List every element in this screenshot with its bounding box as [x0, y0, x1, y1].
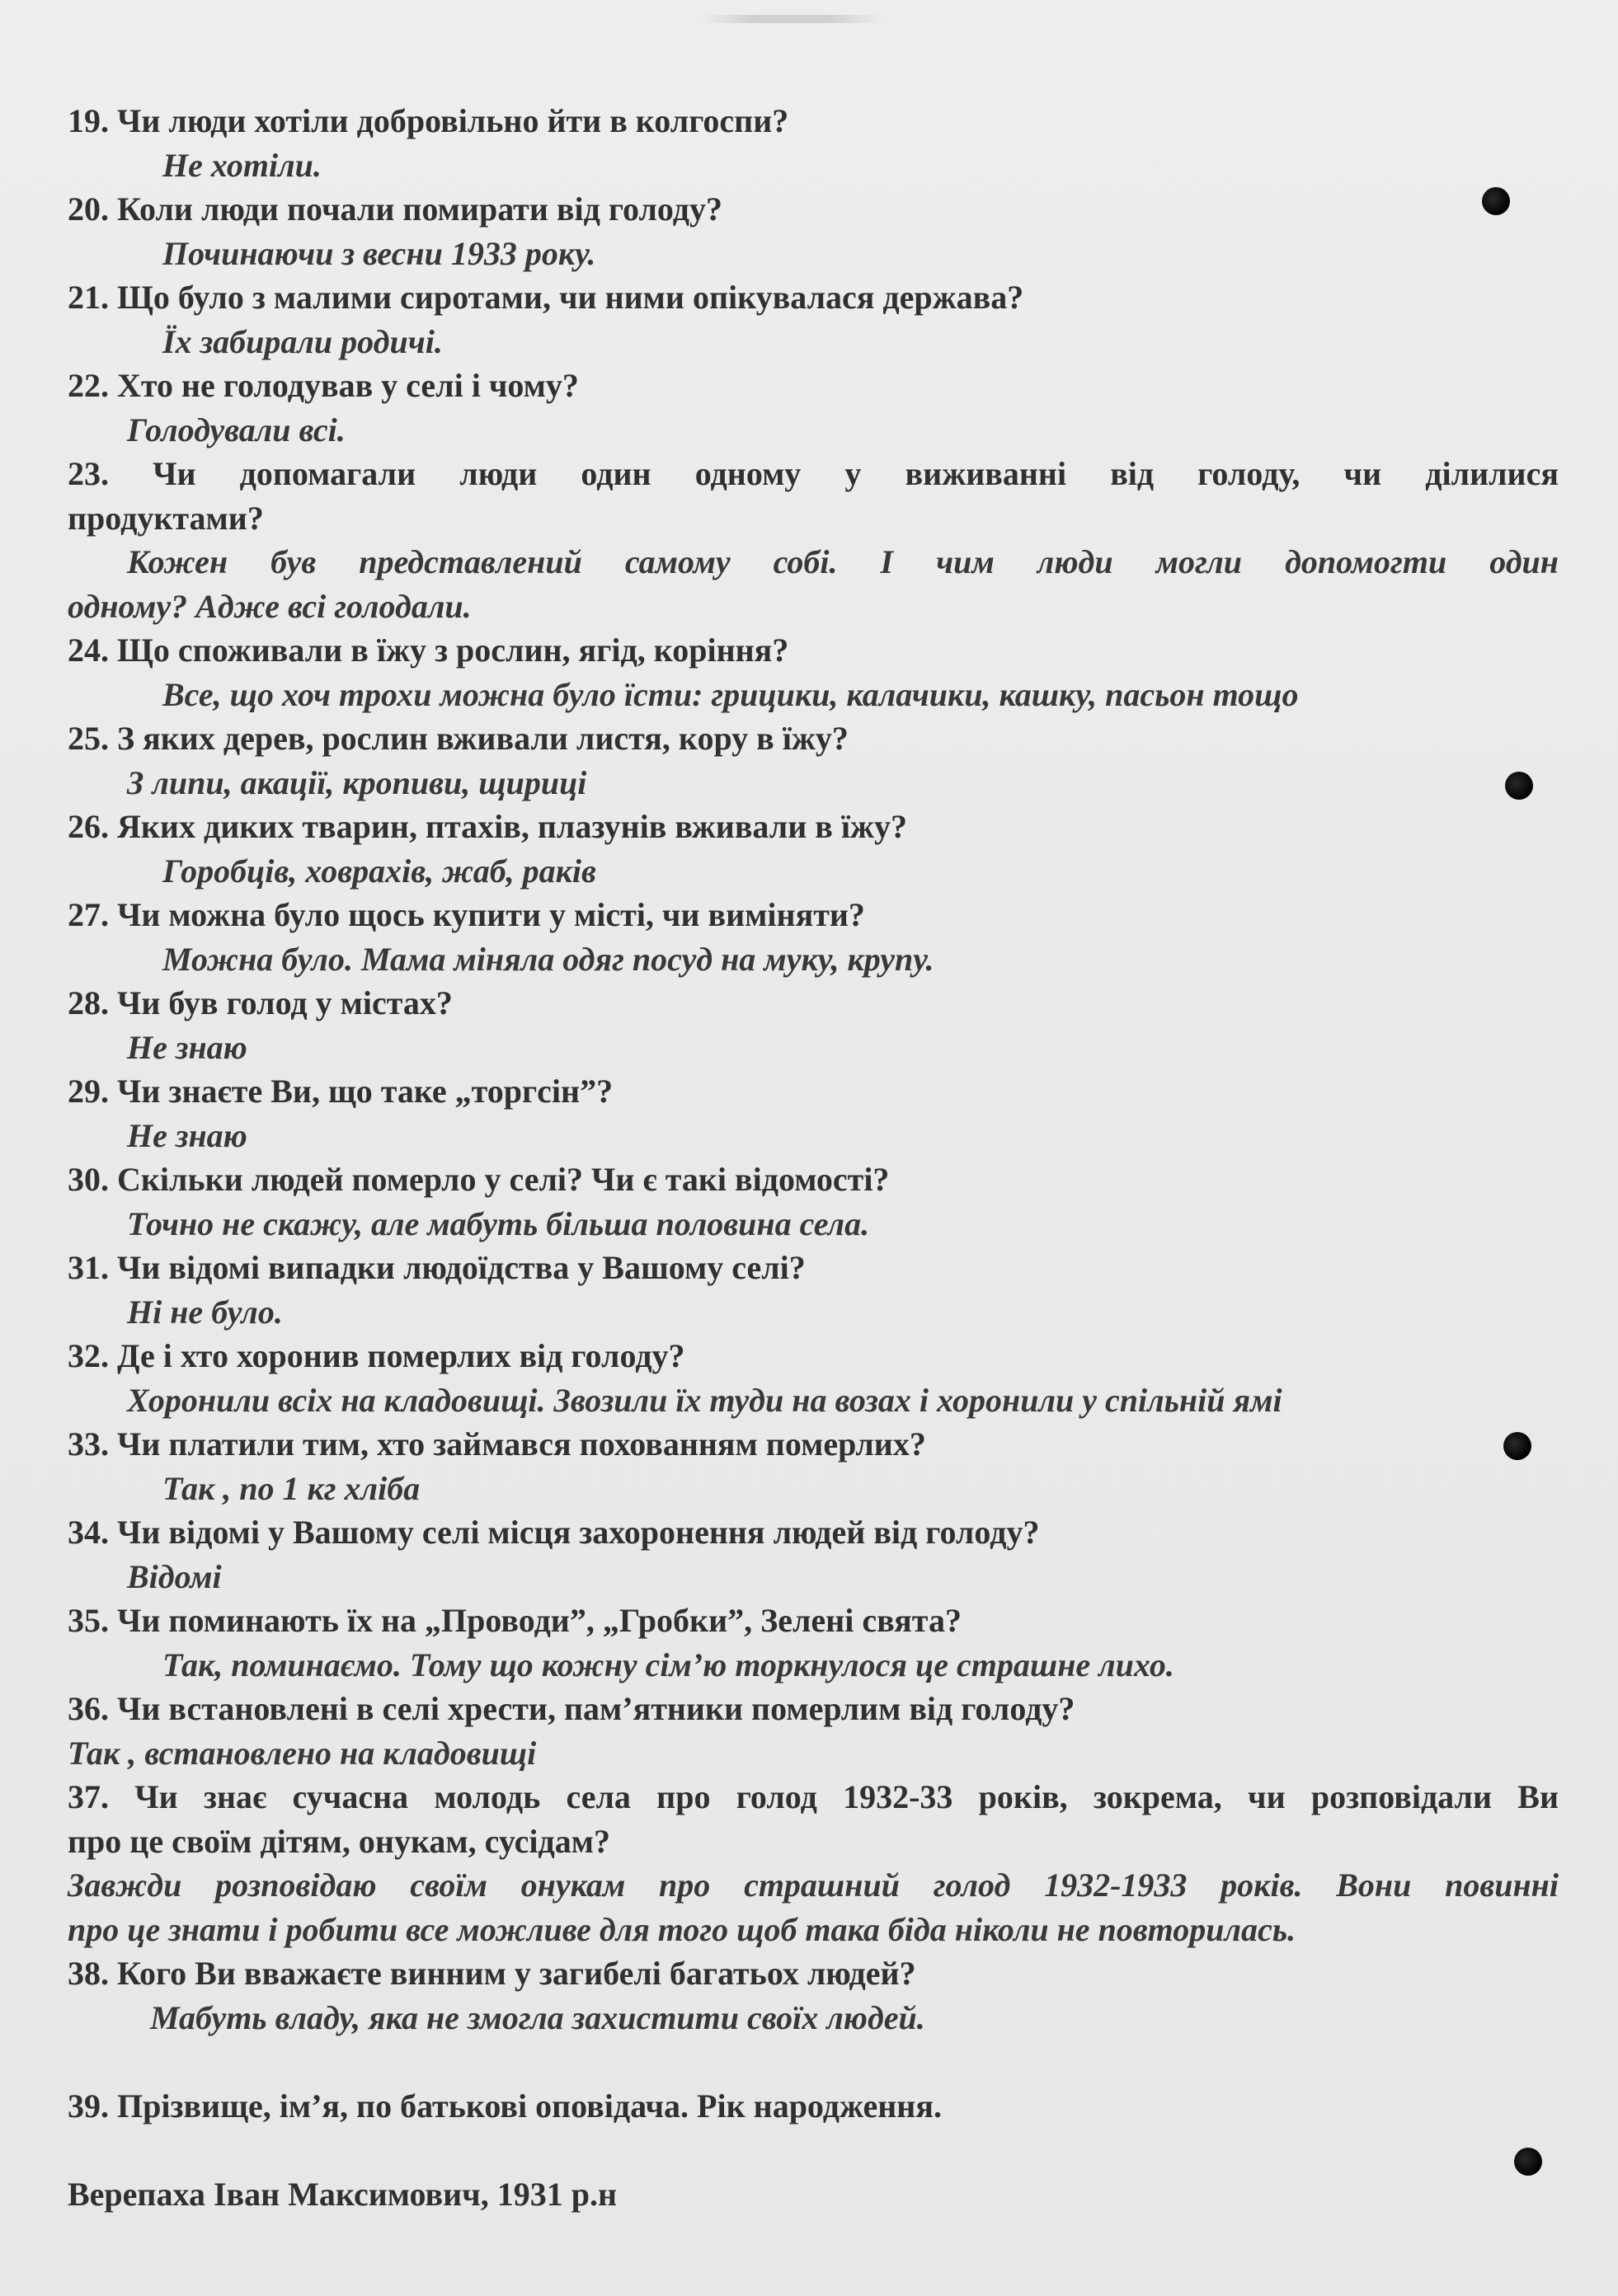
answer-23-line-1: Кожен був представлений самому собі. І чим люди могли допомогти один [127, 543, 1559, 580]
answer-26: Горобців, ховрахів, жаб, раків [162, 852, 596, 890]
question-27: 27. Чи можна було щось купити у місті, чи виміняти? [68, 896, 865, 933]
question-33: 33. Чи платили тим, хто займався похованням померлих? [68, 1425, 926, 1463]
question-19: 19. Чи люди хотіли добровільно йти в колгоспи? [68, 102, 789, 139]
question-25: 25. З яких дерев, рослин вживали листя, кору в їжу? [68, 720, 849, 757]
answer-29: Не знаю [127, 1116, 247, 1154]
question-35: 35. Чи поминають їх на „Проводи”, „Гробки”, Зелені свята? [68, 1602, 962, 1639]
question-37-line-1: 37. Чи знає сучасна молодь села про голод 1932-33 років, зокрема, чи розповідали Ви [68, 1778, 1559, 1815]
question-37-line-2: про це своїм дітям, онукам, сусідам? [68, 1822, 610, 1860]
answer-38: Мабуть владу, яка не змогла захистити своїх людей. [150, 1998, 925, 2036]
answer-23-line-2: одному? Адже всі голодали. [68, 587, 472, 625]
question-29: 29. Чи знаєте Ви, що таке „торгсін”? [68, 1073, 614, 1110]
question-38: 38. Кого Ви вважаєте винним у загибелі багатьох людей? [68, 1955, 916, 1992]
answer-35: Так, поминаємо. Тому що кожну сім’ю торкнулося це страшне лихо. [162, 1646, 1174, 1683]
answer-36: Так , встановлено на кладовищі [68, 1734, 537, 1772]
answer-31: Ні не було. [127, 1293, 283, 1331]
question-30: 30. Скільки людей померло у селі? Чи є такі відомості? [68, 1161, 890, 1198]
answer-32: Хоронили всіх на кладовищі. Звозили їх туди на возах і хоронили у спільній ямі [127, 1381, 1282, 1419]
question-39: 39. Прізвище, ім’я, по батькові оповідача. Рік народження. [68, 2087, 942, 2125]
question-31: 31. Чи відомі випадки людоїдства у Вашому селі? [68, 1249, 806, 1286]
question-21: 21. Що було з малими сиротами, чи ними опікувалася держава? [68, 279, 1024, 316]
question-23-line-2: продуктами? [68, 499, 264, 537]
question-22: 22. Хто не голодував у селі і чому? [68, 367, 579, 404]
narrator-name: Верепаха Іван Максимович, 1931 р.н [68, 2175, 617, 2213]
answer-22: Голодували всі. [127, 411, 346, 448]
spacer [68, 2128, 1559, 2172]
answer-34: Відомі [127, 1557, 222, 1595]
question-23-line-1: 23. Чи допомагали люди один одному у виживанні від голоду, чи ділилися [68, 455, 1559, 492]
answer-25: З липи, акації, кропиви, щириці [127, 763, 587, 801]
answer-30: Точно не скажу, але мабуть більша половина села. [127, 1204, 870, 1242]
questionnaire [68, 99, 1559, 2216]
scan-artifact [701, 15, 882, 23]
answer-37-line-2: про це знати і робити все можливе для того щоб така біда ніколи не повторилась. [68, 1910, 1296, 1948]
answer-37-line-1: Завжди розповідаю своїм онукам про страшний голод 1932-1933 років. Вони повинні [68, 1866, 1559, 1904]
question-26: 26. Яких диких тварин, птахів, плазунів вживали в їжу? [68, 808, 907, 845]
answer-28: Не знаю [127, 1028, 247, 1066]
question-20: 20. Коли люди почали помирати від голоду? [68, 190, 722, 228]
answer-27: Можна було. Мама міняла одяг посуд на муку, крупу. [162, 940, 934, 978]
question-36: 36. Чи встановлені в селі хрести, пам’ятники померлим від голоду? [68, 1690, 1075, 1727]
question-34: 34. Чи відомі у Вашому селі місця захоронення людей від голоду? [68, 1514, 1040, 1551]
question-32: 32. Де і хто хоронив померлих від голоду? [68, 1337, 685, 1374]
answer-24: Все, що хоч трохи можна було їсти: грицики, калачики, кашку, пасьон тощо [162, 675, 1299, 713]
answer-20: Починаючи з весни 1933 року. [162, 234, 596, 272]
answer-33: Так , по 1 кг хліба [162, 1469, 421, 1507]
question-28: 28. Чи був голод у містах? [68, 984, 453, 1021]
answer-19: Не хотіли. [162, 146, 322, 184]
spacer [68, 2040, 1559, 2084]
answer-21: Їх забирали родичі. [162, 322, 443, 360]
question-24: 24. Що споживали в їжу з рослин, ягід, коріння? [68, 632, 789, 669]
